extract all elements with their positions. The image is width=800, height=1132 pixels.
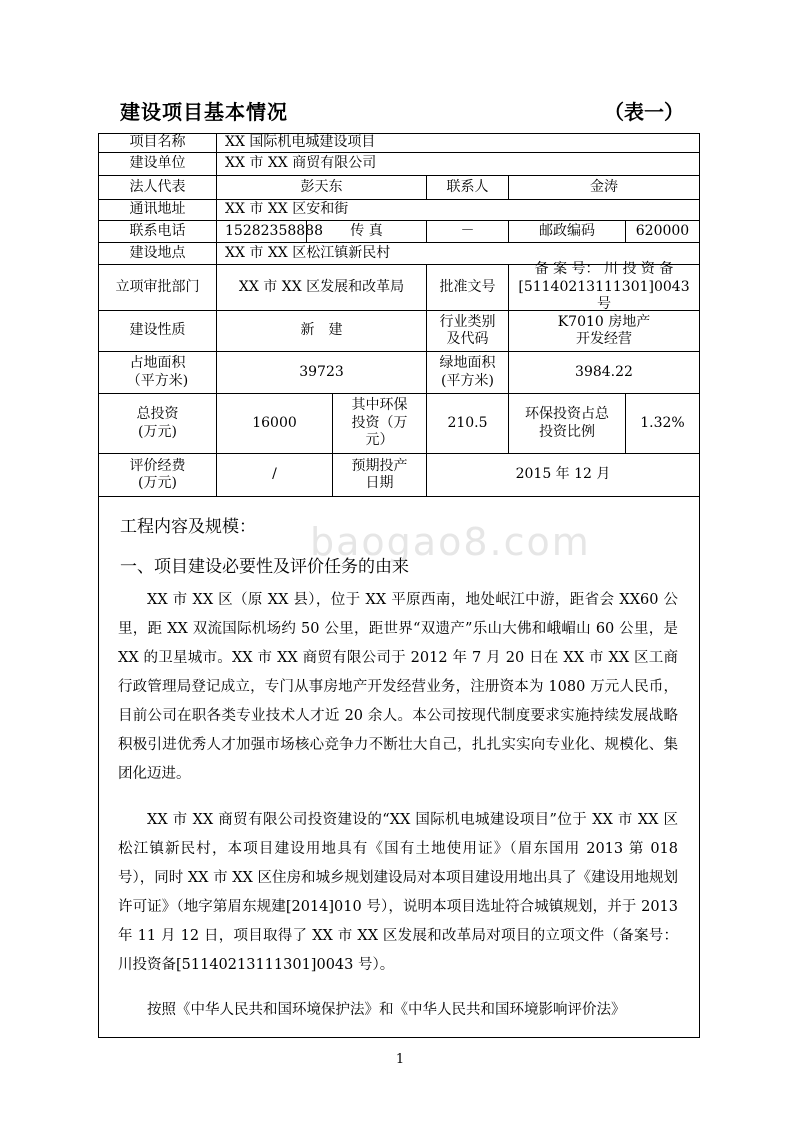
value-phone: 15282358888: [217, 221, 307, 243]
paragraph-1: XX 市 XX 区（原 XX 县），位于 XX 平原西南，地处岷江中游，距省会 XX60 公里，距 XX 双流国际机场约 50 公里，距世界“双遗产”乐山大佛和峨嵋山 60 公里，是 XX 的卫星城市。XX 市 XX 商贸有限公司于 2012 年 7 月 20 日在 XX 市 XX 区工商行政管理局登记成立，专门从事房地产开发经营业务，注册资本为 1080 万元人民币，目前公司在职各类专业技术人才近 20 余人。本公司按现代制度要求实施持续发展战略积极引进优秀人才加强市场核心竞争力不断壮大自己，扎扎实实向专业化、规模化、集团化迈进。: [118, 592, 678, 782]
doc-no-line-2: [51140213111301]0043 号: [518, 278, 690, 313]
eval-label-line-1: 评价经费: [129, 457, 186, 474]
label-unit: 建设单位: [99, 153, 217, 176]
label-fax: 传 真: [307, 221, 427, 243]
value-env-invest: 210.5: [427, 394, 509, 454]
label-eval-fee: [99, 454, 217, 496]
value-nature: 新 建: [217, 311, 427, 352]
label-env-ratio: [509, 394, 626, 454]
label-address: 通讯地址: [99, 200, 217, 221]
label-doc-no: 批准文号: [427, 265, 509, 311]
date-label-line-2: 日期: [365, 475, 394, 491]
value-approval: XX 市 XX 区发展和改革局: [217, 265, 427, 311]
value-address: XX 市 XX 区安和街: [217, 200, 699, 221]
table-number: （表一）: [604, 100, 684, 124]
value-legal: 彭天东: [217, 176, 427, 200]
invest-label-line-2: (万元): [138, 423, 177, 440]
label-zip: 邮政编码: [509, 221, 626, 243]
area-label-line-2: （平方米): [126, 372, 189, 389]
label-site: 建设地点: [99, 243, 217, 265]
label-contact: 联系人: [427, 176, 509, 200]
info-table: [98, 133, 700, 497]
label-industry: [427, 311, 509, 352]
green-label-line-1: 绿地面积: [439, 355, 496, 371]
label-env-invest: [333, 394, 427, 454]
label-green-area: [427, 352, 509, 394]
value-project-name: XX 国际机电城建设项目: [217, 134, 699, 153]
value-contact: 金涛: [509, 176, 699, 200]
label-phone: 联系电话: [99, 221, 217, 243]
paragraph-2: XX 市 XX 商贸有限公司投资建设的“XX 国际机电城建设项目”位于 XX 市 XX 区松江镇新民村，本项目建设用地具有《国有土地使用证》（眉东国用 2013 第 018 号），同时 XX 市 XX 区住房和城乡规划建设局对本项目建设用地出具了《建设用地规划许可证》（地字第眉东规建[2014]010 号），说明本项目选址符合城镇规划，并于 2013 年 11 月 12 日，项目取得了 XX 市 XX 区发展和改革局对项目的立项文件（备案号：川投资备[51140213111301]0043 号）。: [118, 812, 678, 973]
invest-label-line-1: 总投资: [136, 406, 179, 422]
industry-value-line-1: K7010 房地产: [557, 313, 651, 330]
label-legal: 法人代表: [99, 176, 217, 200]
ratio-label-line-2: 投资比例: [539, 423, 595, 440]
value-area: 39723: [217, 352, 427, 394]
env-label-line-2: 投资（万: [351, 414, 408, 431]
label-project-name: 项目名称: [99, 134, 217, 153]
value-green-area: 3984.22: [509, 352, 699, 394]
value-site: XX 市 XX 区松江镇新民村: [217, 243, 699, 265]
value-zip: 620000: [626, 221, 699, 243]
value-doc-no: [509, 261, 699, 313]
subsection-heading: 一、项目建设必要性及评价任务的由来: [120, 557, 409, 577]
env-label-line-3: 元）: [365, 432, 394, 449]
date-label-line-1: 预期投产: [351, 457, 408, 474]
ratio-label-line-1: 环保投资占总: [525, 406, 609, 422]
value-eval-fee: /: [217, 454, 333, 496]
value-unit: XX 市 XX 商贸有限公司: [217, 153, 699, 176]
industry-label-line-1: 行业类别: [439, 313, 496, 330]
env-label-line-1: 其中环保: [351, 397, 408, 414]
label-approval: 立项审批部门: [99, 265, 217, 311]
value-industry: [509, 311, 699, 352]
area-label-line-1: 占地面积: [129, 355, 186, 371]
page-title: 建设项目基本情况: [120, 100, 288, 124]
page-number: 1: [395, 1052, 405, 1067]
industry-value-line-2: 开发经营: [576, 331, 632, 347]
value-env-ratio: 1.32%: [626, 394, 699, 454]
section-heading: 工程内容及规模：: [120, 517, 256, 537]
eval-label-line-2: (万元): [138, 475, 177, 491]
industry-label-line-2: 及代码: [446, 331, 489, 347]
green-label-line-2: (平方米): [441, 372, 494, 389]
value-fax: －: [427, 221, 509, 243]
label-operation-date: [333, 454, 427, 496]
doc-no-line-1: 备 案 号： 川 投 资 备: [534, 261, 674, 278]
value-total-invest: 16000: [217, 394, 333, 454]
watermark: baogao8.com: [310, 520, 591, 564]
label-total-invest: [99, 394, 217, 454]
paragraph-3: 按照《中华人民共和国环境保护法》和《中华人民共和国环境影响评价法》: [147, 1002, 626, 1018]
label-area: [99, 352, 217, 394]
label-nature: 建设性质: [99, 311, 217, 352]
value-operation-date: 2015 年 12 月: [515, 466, 611, 483]
